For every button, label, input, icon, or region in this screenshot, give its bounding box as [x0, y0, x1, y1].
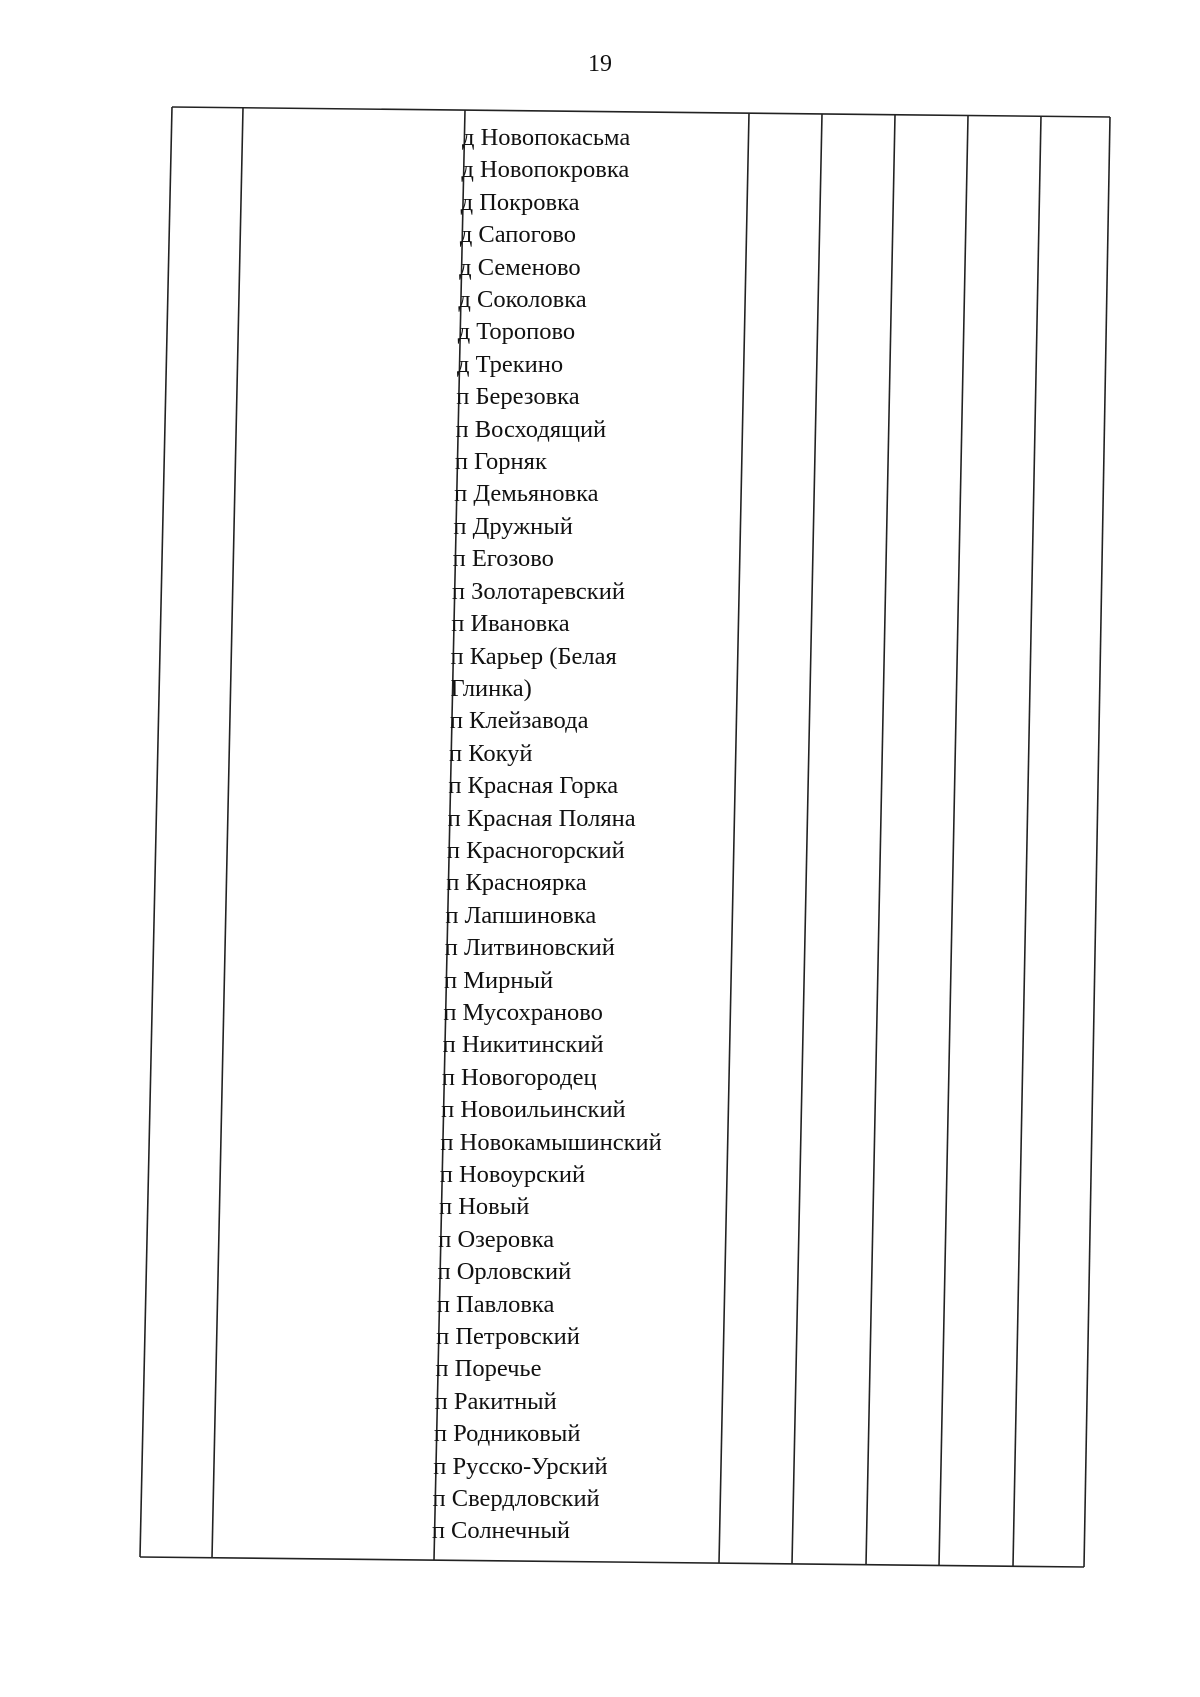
settlement-list-item: п Егозово — [452, 545, 554, 573]
settlement-list-item: п Красная Поляна — [447, 804, 636, 832]
settlement-list-item: п Березовка — [456, 383, 580, 411]
column-divider-5 — [866, 115, 895, 1565]
settlement-list-item: д Торопово — [457, 318, 576, 346]
settlement-list-item: п Свердловский — [432, 1485, 600, 1513]
settlement-list-item: п Литвиновский — [444, 934, 615, 962]
settlement-list-item: п Русско-Урский — [433, 1452, 608, 1480]
settlement-list-item: п Лапшиновка — [445, 901, 597, 929]
table-right-border — [1084, 117, 1110, 1567]
settlement-list — [431, 122, 747, 1548]
settlement-list-item: п Новогородец — [441, 1063, 597, 1091]
table-bottom-border — [140, 1557, 1084, 1567]
settlement-list-item: п Новоильинский — [441, 1096, 626, 1124]
settlement-list-item: п Красногорский — [446, 836, 625, 864]
settlement-list-item: д Покровка — [460, 188, 580, 216]
settlement-list-item: п Новый — [439, 1193, 530, 1221]
settlement-list-item: п Павловка — [436, 1290, 555, 1318]
settlement-list-item: п Новокамышинский — [440, 1128, 662, 1156]
settlement-list-item: д Соколовка — [458, 286, 587, 314]
settlement-list-item: п Восходящий — [455, 415, 607, 443]
page-number: 19 — [588, 51, 612, 77]
settlement-list-item: п Мирный — [444, 966, 554, 994]
settlement-list-item: п Демьяновка — [454, 480, 599, 508]
table-top-border — [172, 107, 1110, 117]
column-divider-6 — [939, 116, 968, 1566]
settlement-list-item: п Петровский — [436, 1323, 580, 1351]
settlement-list-item: д Новопокасьма — [462, 124, 631, 151]
column-divider-4 — [792, 114, 822, 1564]
column-divider-7 — [1013, 116, 1041, 1566]
settlement-list-item: п Орловский — [437, 1258, 572, 1286]
settlement-list-item: д Трекино — [457, 350, 564, 378]
settlement-list-item: д Семеново — [459, 253, 581, 281]
settlement-list-item: п Солнечный — [431, 1517, 570, 1545]
settlement-list-item: п Поречье — [435, 1355, 542, 1383]
settlement-list-item: д Сапогово — [459, 221, 576, 249]
settlement-list-item: д Новопокровка — [461, 156, 630, 184]
settlement-list-item: п Кокуй — [449, 739, 533, 767]
settlement-list-item: п Красноярка — [446, 869, 587, 897]
settlement-list-item: п Горняк — [454, 448, 547, 476]
settlement-list-item: п Карьер (Белая Глинка) — [450, 642, 617, 702]
settlement-list-item: п Новоурский — [439, 1161, 586, 1188]
settlement-list-item: п Родниковый — [433, 1420, 581, 1448]
settlement-list-item: п Красная Горка — [448, 772, 619, 800]
settlement-list-item: п Золотаревский — [451, 577, 625, 605]
settlement-list-item: п Дружный — [453, 512, 573, 540]
settlement-list-item: п Озеровка — [438, 1225, 555, 1253]
settlement-list-item: п Ракитный — [434, 1387, 557, 1415]
settlement-list-item: п Никитинский — [442, 1031, 604, 1059]
column-divider-1 — [212, 108, 243, 1558]
settlement-list-item: п Мусохраново — [443, 998, 603, 1026]
settlement-list-item: п Клейзавода — [449, 707, 589, 735]
table-left-border — [140, 107, 172, 1557]
settlement-list-item: п Ивановка — [451, 610, 570, 638]
